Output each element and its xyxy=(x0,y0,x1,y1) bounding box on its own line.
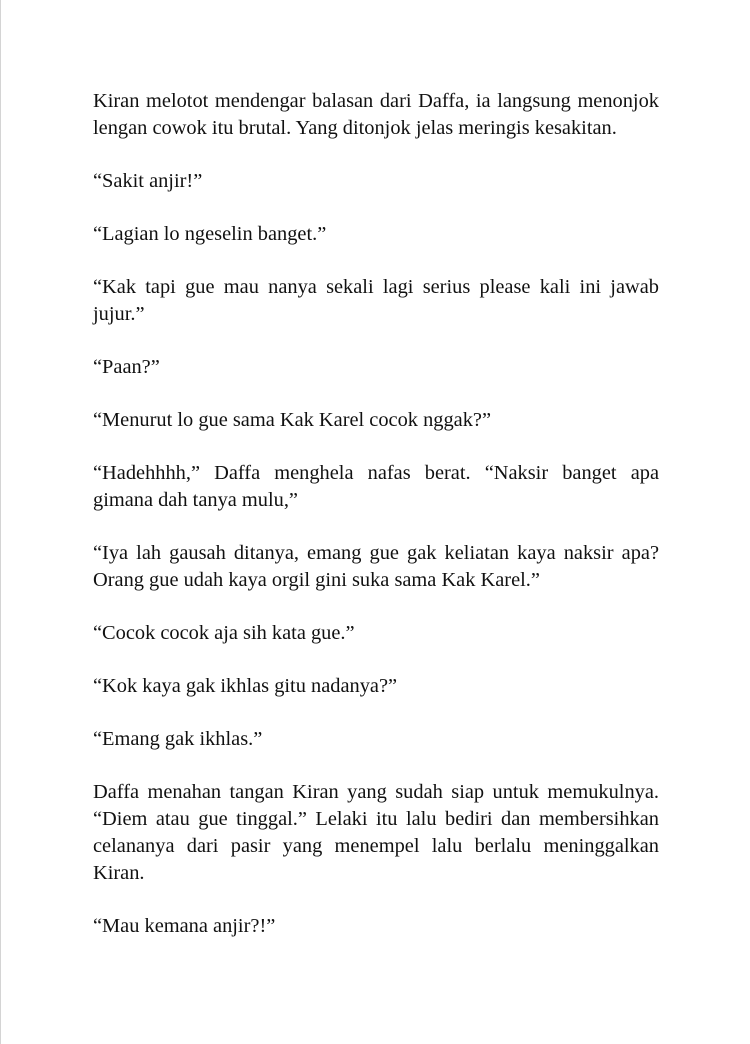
paragraph-dialogue: “Lagian lo ngeselin banget.” xyxy=(93,223,327,245)
paragraph-dialogue: “Mau kemana anjir?!” xyxy=(93,915,276,937)
story-text xyxy=(93,88,659,966)
paragraph-dialogue: “Cocok cocok aja sih kata gue.” xyxy=(93,622,355,644)
paragraph-dialogue: “Menurut lo gue sama Kak Karel cocok nggak?” xyxy=(93,409,492,431)
paragraph-dialogue: “Paan?” xyxy=(93,356,160,378)
paragraph-dialogue: “Hadehhhh,” Daffa menghela nafas berat. “Naksir banget apa gimana dah tanya mulu,” xyxy=(93,462,659,511)
paragraph-dialogue: “Sakit anjir!” xyxy=(93,170,203,192)
paragraph-narration: Daffa menahan tangan Kiran yang sudah siap untuk memukulnya. “Diem atau gue tinggal.” Lelaki itu lalu bediri dan membersihkan celananya dari pasir yang menempel lalu berlalu meninggalkan Kiran. xyxy=(93,781,659,884)
paragraph-dialogue: “Iya lah gausah ditanya, emang gue gak keliatan kaya naksir apa? Orang gue udah kaya orgil gini suka sama Kak Karel.” xyxy=(93,542,659,591)
paragraph-narration: Kiran melotot mendengar balasan dari Daffa, ia langsung menonjok lengan cowok itu brutal. Yang ditonjok jelas meringis kesakitan. xyxy=(93,90,659,139)
paragraph-dialogue: “Emang gak ikhlas.” xyxy=(93,728,263,750)
paragraph-dialogue: “Kak tapi gue mau nanya sekali lagi serius please kali ini jawab jujur.” xyxy=(93,276,659,325)
paragraph-dialogue: “Kok kaya gak ikhlas gitu nadanya?” xyxy=(93,675,398,697)
